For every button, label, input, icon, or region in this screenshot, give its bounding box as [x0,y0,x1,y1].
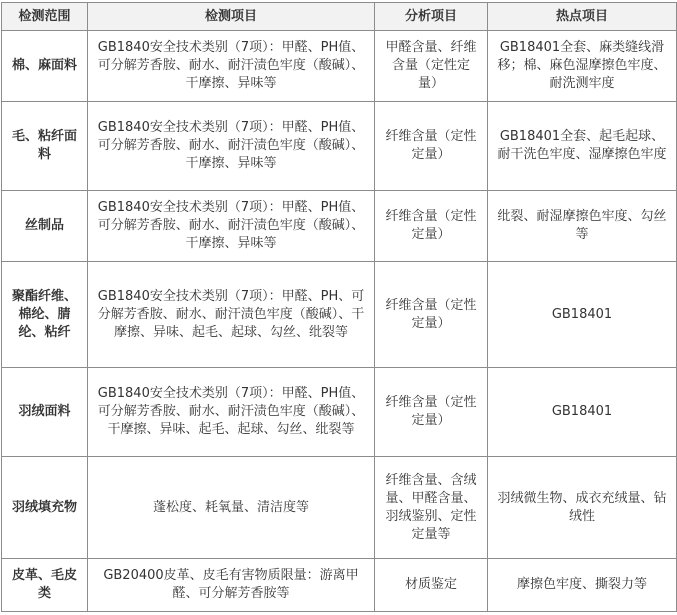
table-row [2,31,677,102]
row-category: 皮革、毛皮类 [2,559,88,612]
table-row [2,457,677,559]
row-tests: GB1840安全技术类别（7项）：甲醛、PH值、可分解芳香胺、耐水、耐汗渍色牢度（酸碱）、干摩擦、异味等 [88,191,375,262]
row-category: 羽绒填充物 [2,457,88,559]
row-hotspot: 羽绒微生物、成衣充绒量、钻绒性 [488,457,677,559]
row-tests: GB1840安全技术类别（7项）：甲醛、PH、可分解芳香胺、耐水、耐汗渍色牢度（酸碱）、干摩擦、异味、起毛、起球、勾丝、纰裂等 [88,262,375,368]
row-tests: GB1840安全技术类别（7项）：甲醛、PH值、可分解芳香胺、耐水、耐汗渍色牢度（酸碱）、干摩擦、异味等 [88,31,375,102]
row-hotspot: GB18401 [488,262,677,368]
row-category: 丝制品 [2,191,88,262]
row-analysis: 纤维含量（定性定量） [375,368,488,457]
row-analysis: 纤维含量、含绒量、甲醛含量、羽绒鉴别、定性定量等 [375,457,488,559]
row-hotspot: GB18401 [488,368,677,457]
row-hotspot: GB18401全套、起毛起球、耐干洗色牢度、湿摩擦色牢度 [488,102,677,191]
table-header-row [2,3,677,31]
row-category: 羽绒面料 [2,368,88,457]
row-analysis: 纤维含量（定性定量） [375,262,488,368]
table-row [2,262,677,368]
row-category: 棉、麻面料 [2,31,88,102]
table-row [2,368,677,457]
row-category: 毛、粘纤面料 [2,102,88,191]
row-tests: GB20400皮革、皮毛有害物质限量：游离甲醛、可分解芳香胺等 [88,559,375,612]
row-hotspot: GB18401全套、麻类缝线滑移；棉、麻色湿摩擦色牢度、耐洗测牢度 [488,31,677,102]
row-tests: GB1840安全技术类别（7项）：甲醛、PH值、可分解芳香胺、耐水、耐汗渍色牢度（酸碱）、干摩擦、异味、起毛、起球、勾丝、纰裂等 [88,368,375,457]
header-analysis: 分析项目 [375,3,488,31]
table-row [2,102,677,191]
table-row [2,191,677,262]
row-analysis: 材质鉴定 [375,559,488,612]
header-scope: 检测范围 [2,3,88,31]
testing-table [1,2,677,612]
row-analysis: 纤维含量（定性定量） [375,102,488,191]
row-hotspot: 摩擦色牢度、撕裂力等 [488,559,677,612]
row-category: 聚酯纤维、棉纶、腈纶、粘纤 [2,262,88,368]
header-hotspot: 热点项目 [488,3,677,31]
row-tests: 蓬松度、耗氧量、清洁度等 [88,457,375,559]
row-hotspot: 纰裂、耐湿摩擦色牢度、勾丝等 [488,191,677,262]
row-analysis: 纤维含量（定性定量） [375,191,488,262]
header-tests: 检测项目 [88,3,375,31]
row-analysis: 甲醛含量、纤维含量（定性定量） [375,31,488,102]
row-tests: GB1840安全技术类别（7项）：甲醛、PH值、可分解芳香胺、耐水、耐汗渍色牢度（酸碱）、干摩擦、异味等 [88,102,375,191]
table-row [2,559,677,612]
